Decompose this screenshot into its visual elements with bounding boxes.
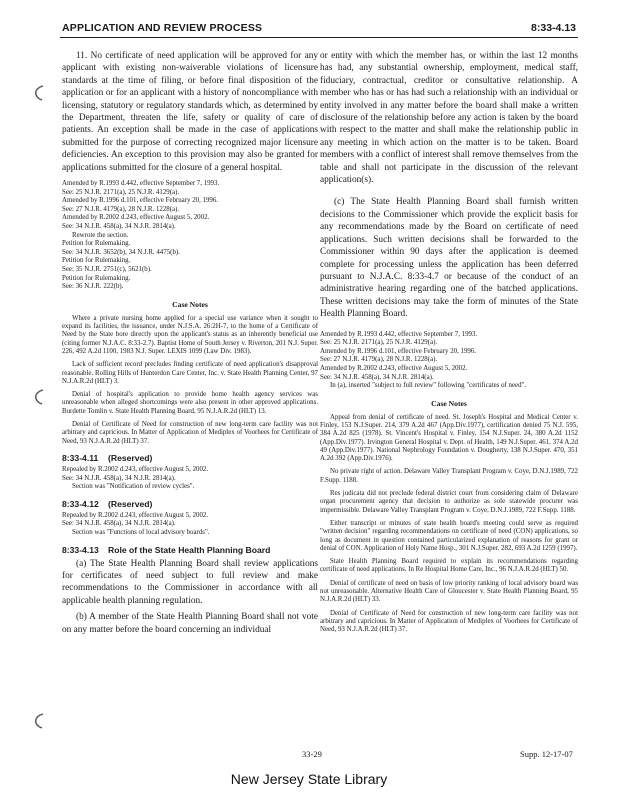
case-note: Res judicata did not preclude federal district court from considering claim of Delaware organ procurement agency that decision to authorize as sole statewide procurer was impermissible. Delaware Valley Transplant Program v. Coye, D.N.J.1989, 722 F.Supp. 1188.: [320, 490, 578, 514]
library-watermark: New Jersey State Library: [230, 771, 388, 787]
history-line: See: 25 N.J.R. 2171(a), 25 N.J.R. 4129(a).: [320, 339, 438, 347]
running-header-title: APPLICATION AND REVIEW PROCESS: [62, 22, 263, 34]
section-heading-4-11: [62, 453, 318, 463]
history-line: See: 34 N.J.R. 3652(b), 34 N.J.R. 4475(b).: [62, 248, 180, 256]
history-line: Section was "Notification of review cycles".: [72, 483, 195, 491]
section-title: Role of the State Health Planning Board: [108, 544, 271, 555]
history-note-4-10: [62, 180, 318, 292]
right-column: [320, 50, 578, 758]
history-line: Amended by R.2002 d.243, effective August 5, 2002.: [62, 214, 210, 222]
history-line: Repealed by R.2002 d.243, effective August 5, 2002.: [62, 511, 209, 519]
history-line: Amended by R.1993 d.442, effective September 7, 1993.: [62, 180, 220, 188]
section-number: 8:33-4.11: [62, 452, 99, 463]
history-line: Petition for Rulemaking.: [62, 240, 131, 248]
running-header-section: 8:33-4.13: [531, 22, 576, 34]
paragraph-b: (b) A member of the State Health Planning Board shall not vote on any matter before the board concerning an individual: [62, 612, 318, 635]
history-line: See: 36 N.J.R. 222(b).: [62, 283, 124, 291]
history-line: Amended by R.1996 d.101, effective February 20, 1996.: [320, 347, 477, 355]
case-note: Denial of Certificate of Need for construction of new long-term care facility was not arbitrary and capricious. In Matter of Application of Mediplex of Voorhees for Certificate of Need, 93 N.J.A.R.2d (HLT) 37.: [320, 609, 578, 634]
header-rule: [60, 37, 578, 38]
history-note-4-11: [62, 466, 318, 492]
paragraph-b-continued: or entity with which the member has, or within the last 12 months has had, any substantial ownership, employment, medical staff, fiduciary, contractual, creditor or consultative relationship. A member who has or has had such a relationship with an individual or entity involved in any matter before the board shall make a written disclosure of the relationship before any action is taken by the board with respect to the matter and shall make the relationship public in any meeting in which action on the matter is to be taken. Board members with a conflict of interest shall remove themselves from the table and shall not participate in the discussion of the relevant application(s).: [320, 51, 578, 186]
section-number: 8:33-4.12: [62, 498, 99, 509]
history-line: See: 34 N.J.R. 458(a), 34 N.J.R. 2814(a).: [62, 520, 176, 528]
history-line: See: 25 N.J.R. 2171(a), 25 N.J.R. 4129(a).: [62, 188, 180, 196]
section-number: 8:33-4.13: [62, 544, 99, 555]
case-note: Either transcript or minutes of state health board's meeting could serve as required "written decision" regarding recommendations on certificate of need (CON) applications, so long as document in question contained particularized explanation of reasons for grant or denial of CON. Application of Holy Name Hosp., 301 N.J.Super. 282, 693 A.2d 1259 (1997).: [320, 519, 578, 552]
binder-hole-mark-icon: [30, 84, 46, 102]
binder-hole-mark-icon: [30, 712, 46, 730]
section-heading-4-12: [62, 499, 318, 509]
history-line: See: 34 N.J.R. 458(a), 34 N.J.R. 2814(a).: [62, 223, 176, 231]
paragraph-11: 11. No certificate of need application will be approved for any applicant with existing non-waiverable violations of licensure standards at the time of filing, or before final disposition of the application or for an applicant with a history of noncompliance with licensing, statutory or regulatory standards which, as determined by the Department, threaten the life, safety or quality of care of patients. An exception shall be made in the case of applications submitted for the purpose of correcting recognized major licensure deficiencies. An exception to this provision may also be granted for applications submitted for the closure of a general hospital.: [62, 51, 318, 173]
history-line: See: 34 N.J.R. 458(a), 34 N.J.R. 2814(a).: [62, 474, 176, 482]
history-line: Amended by R.1996 d.101, effective February 20, 1996.: [62, 197, 219, 205]
case-note: No private right of action. Delaware Valley Transplant Program v. Coye, D.N.J.1989, 722 F.Supp. 1188.: [320, 468, 578, 484]
case-note: Denial of hospital's application to provide home health agency services was unreasonable when alleged shortcomings were also present in other approved applications. Burdette Tomlin v. State Health Planning Board, 95 N.J.A.R.2d (HLT) 13.: [62, 391, 318, 415]
history-line: Amended by R.1993 d.442, effective September 7, 1993.: [320, 330, 478, 338]
history-line: Repealed by R.2002 d.243, effective August 5, 2002.: [62, 465, 209, 473]
section-title: (Reserved): [108, 498, 153, 509]
case-note: Denial of Certificate of Need for construction of new long-term care facility was not arbitrary and capricious. In Matter of Application of Mediplex of Voorhees for Certificate of Need, 93 N.J.A.R.2d (HLT) 37.: [62, 421, 318, 445]
case-note: Appeal from denial of certificate of need. St. Joseph's Hospital and Medical Center v. Finley, 153 N.J.Super. 214, 379 A.2d 467 (App.Div.1977), certification denied 75 N.J. 595, 384 A.2d 825 (1978). St. Vincent's Hospital v. Finley, 154 N.J.Super. 24, 380 A.2d 1152 (App.Div.1977). Irvington General Hospital v. Dept. of Health, 149 N.J.Super. 461, 374 A.2d 49 (App.Div.1977). National Nephrology Foundation v. Dougherty, 138 N.J.Super. 470, 351 A.2d 392 (App.Div.1976).: [320, 413, 578, 463]
case-notes-heading: Case Notes: [431, 398, 467, 408]
history-line: See: 27 N.J.R. 4179(a), 28 N.J.R. 1228(a).: [320, 356, 438, 364]
history-line: Petition for Rulemaking.: [62, 257, 131, 265]
case-note: Denial of certificate of need on basis of low priority ranking of local advisory board was not unreasonable. Alternative Health Care of Gloucester v. State Health Planning Board, 95 N.J.A.R.2d (HLT) 33.: [320, 579, 578, 604]
history-line: Amended by R.2002 d.243, effective August 5, 2002.: [320, 364, 468, 372]
history-line: See: 34 N.J.R. 458(a), 34 N.J.R. 2814(a).: [320, 373, 434, 381]
case-note: Lack of sufficient record precludes finding certificate of need application's disapproval reasonable. Rolling Hills of Hunterdon Care Center, Inc. v. State Health Planning Center, 97 N.J.A.R.2d (HLT) 3.: [62, 361, 318, 385]
case-note: Where a private nursing home applied for a special use variance when it sought to expand its facilities, the issuance, under N.J.S.A. 26:2H-7, to the home of a Certificate of Need by the State bore directly upon the applicant's status as an inherently beneficial use (citing former N.J.A.C. 8:33-2.7). Baptist Home of South Jersey v. Riverton, 201 N.J. Super. 226, 492 A.2d 1100, 1983 N.J. Super. LEXIS 1099 (Law Div. 1983).: [62, 314, 318, 355]
case-notes-heading: Case Notes: [172, 299, 208, 309]
section-heading-4-13: [62, 545, 318, 555]
history-line: Petition for Rulemaking.: [62, 274, 131, 282]
paragraph-a: (a) The State Health Planning Board shall review applications for certificates of need subject to full review and make recommendations to the Commissioner in accordance with all applicable health planning regulation.: [62, 558, 318, 606]
history-line: Section was "Functions of local advisory boards".: [72, 528, 210, 536]
history-note-4-13: [320, 331, 578, 391]
history-line: See: 35 N.J.R. 2751(c), 5621(b).: [62, 266, 152, 273]
binder-hole-mark-icon: [30, 388, 46, 406]
paragraph-c: (c) The State Health Planning Board shall furnish written decisions to the Commissioner which provide the explicit basis for any recommendations made by the Board on certificate of need applications. Such written decisions shall be forwarded to the Commissioner within 90 days after the application is deemed complete for processing unless the application has been deferred pursuant to N.J.A.C. 8:33-4.7 or because of the conduct of an administrative hearing regarding one of the batched applications. These written decisions may take the form of minutes of the State Health Planning Board.: [320, 197, 578, 320]
left-column: [62, 50, 318, 758]
section-title: (Reserved): [108, 452, 153, 463]
case-note: State Health Planning Board required to explain its recommendations regarding certificate of need applications. In Re Hospital Home Care, Inc., 96 N.J.A.R.2d (HLT) 50.: [320, 558, 578, 574]
history-note-4-12: [62, 512, 318, 538]
history-line: Rewrote the section.: [72, 231, 129, 239]
history-line: See: 27 N.J.R. 4179(a), 28 N.J.R. 1228(a).: [62, 205, 180, 213]
supplement-date: Supp. 12-17-07: [520, 749, 573, 759]
history-line: In (a), inserted "subject to full review" following "certificates of need".: [330, 382, 527, 390]
page-number: 33-29: [302, 749, 322, 759]
